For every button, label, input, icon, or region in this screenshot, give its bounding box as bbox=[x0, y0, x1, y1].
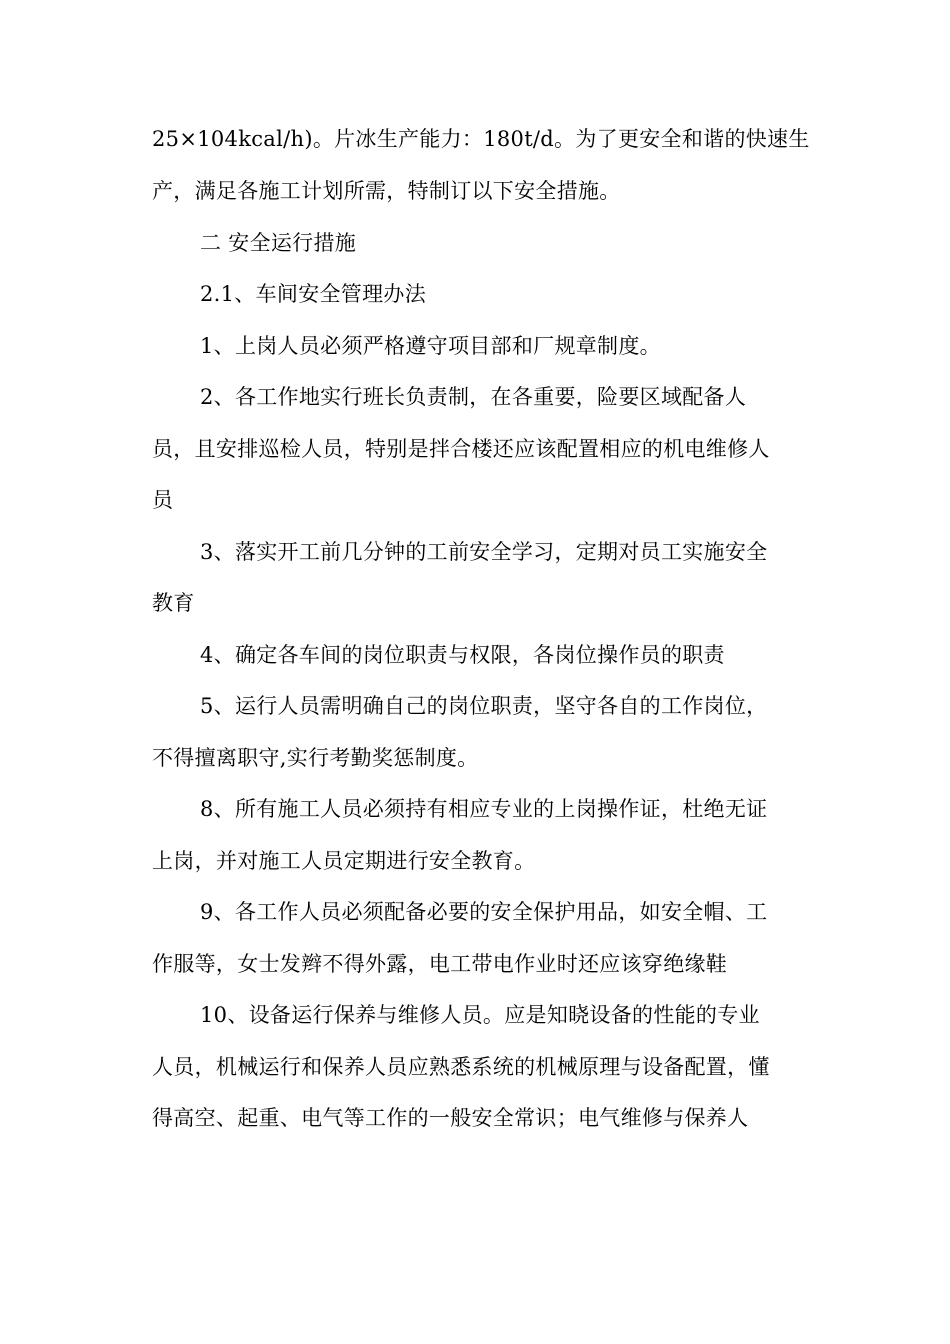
text-line: 上岗，并对施工人员定期进行安全教育。 bbox=[152, 849, 536, 873]
text-line: 教育 bbox=[152, 591, 195, 615]
section-heading: 二 安全运行措施 bbox=[200, 231, 357, 255]
subsection-heading: 2.1、车间安全管理办法 bbox=[200, 282, 426, 306]
text-line: 4、确定各车间的岗位职责与权限，各岗位操作员的职责 bbox=[200, 643, 725, 667]
text-line: 作服等，女士发辫不得外露，电工带电作业时还应该穿绝缘鞋 bbox=[152, 952, 728, 976]
text-line: 产，满足各施工计划所需，特制订以下安全措施。 bbox=[152, 179, 621, 203]
text-line: 3、落实开工前几分钟的工前安全学习，定期对员工实施安全 bbox=[200, 540, 768, 564]
text-line: 员 bbox=[152, 488, 174, 512]
text-line: 员，且安排巡检人员，特别是拌合楼还应该配置相应的机电维修人 bbox=[152, 437, 770, 461]
text-line: 2、各工作地实行班长负责制，在各重要，险要区域配备人 bbox=[200, 385, 747, 409]
text-line: 8、所有施工人员必须持有相应专业的上岗操作证，杜绝无证 bbox=[200, 797, 768, 821]
text-line: 不得擅离职守,实行考勤奖惩制度。 bbox=[152, 746, 479, 770]
text-line: 9、各工作人员必须配备必要的安全保护用品，如安全帽、工 bbox=[200, 900, 768, 924]
text-line: 人员，机械运行和保养人员应熟悉系统的机械原理与设备配置，懂 bbox=[152, 1055, 770, 1079]
text-line: 得高空、起重、电气等工作的一般安全常识；电气维修与保养人 bbox=[152, 1106, 749, 1130]
text-line: 25×104kcal/h)。片冰生产能力：180t/d。为了更安全和谐的快速生 bbox=[152, 127, 810, 151]
text-line: 5、运行人员需明确自己的岗位职责，坚守各自的工作岗位， bbox=[200, 694, 768, 718]
text-line: 10、设备运行保养与维修人员。应是知晓设备的性能的专业 bbox=[200, 1003, 760, 1027]
text-line: 1、上岗人员必须严格遵守项目部和厂规章制度。 bbox=[200, 334, 661, 358]
